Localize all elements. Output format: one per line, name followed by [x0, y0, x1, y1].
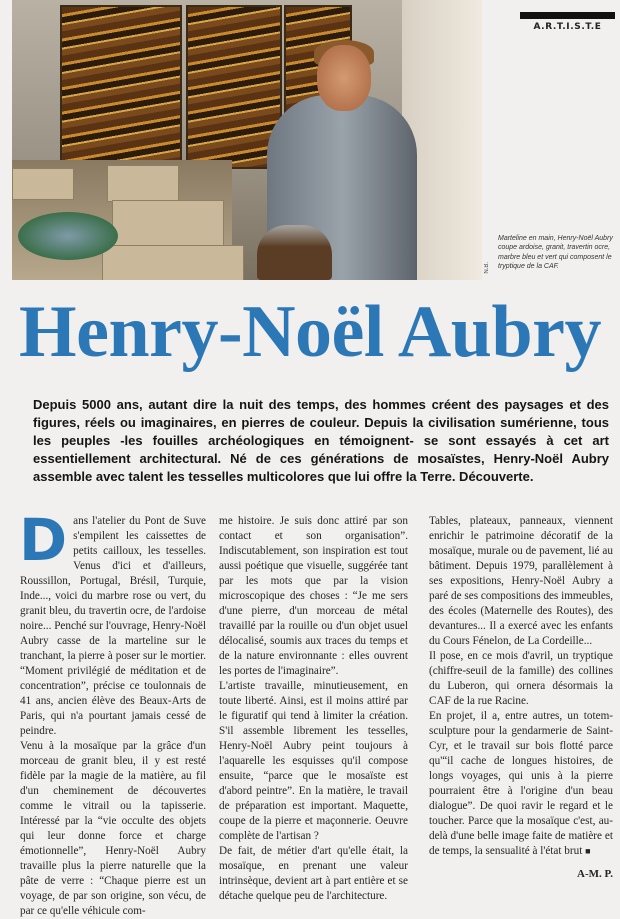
photo-credit: N.B. — [484, 262, 490, 274]
article-column-1 — [19, 506, 206, 919]
artist-photo — [12, 0, 482, 280]
author-signature: A-M. P. — [577, 868, 613, 880]
stone-tray — [18, 212, 118, 260]
drop-cap: D — [19, 506, 68, 574]
paragraph: me histoire. Je suis donc attiré par son contact et son organisation”. Indiscutablement, son inspiration est tout aussi poétique que visuelle, suggérée tant par les mots que par la vision microscopique des choses : “Je me sers d'une pierre, d'un morceau de métal travaillé par la rouille ou d'un objet usuel délocalisé, soumis aux traces du temps et de la nature environnante : elles ouvrent les portes de l'imaginaire”. — [219, 515, 408, 677]
paragraph: Il pose, en ce mois d'avril, un tryptique (chiffre-seuil de la famille) des collines du Luberon, qui ornera désormais la CAF de la rue Racine. — [429, 650, 613, 707]
stone-box — [12, 168, 74, 200]
section-rubric: A.R.T.I.S.T.E — [533, 22, 602, 32]
stone-box — [112, 200, 224, 247]
mosaic-panel — [60, 5, 182, 169]
photo-caption: Marteline en main, Henry-Noël Aubry coupe ardoise, granit, travertin ocre, marbre bleu et vert qui composent le tryptique de la CAF. — [498, 235, 613, 271]
rubric-bar — [520, 12, 615, 19]
paragraph: En projet, il a, entre autres, un totem-sculpture pour la gendarmerie de Saint-Cyr, et le travail sur bois flotté parce qu'“il cache de longues histoires, de longs voyages, qui unis à la pierre pourraient être à l'origine d'un beau dialogue”. De quoi ravir le regard et le toucher. Parce que la mosaïque c'est, au-delà d'une belle image faite de matière et de temps, la sensualité à l'état brut ■ — [429, 710, 613, 857]
article-title: Henry-Noël Aubry — [19, 291, 601, 373]
stone-box — [102, 245, 244, 280]
paragraph: L'artiste travaille, minutieusement, en toute liberté. Ainsi, est il moins attiré par le figuratif qui tend à limiter la création. S'il assemble librement les tesselles, Henry-Noël Aubry peint toujours à l'aquarelle les esquisses qu'il compose ensuite, “parce que le mosaïste est d'abord peintre”. En la matière, le travail de préparation est important. Maquette, coupe de la pierre et maçonnerie. Oeuvre complète de l'artisan ? — [219, 680, 408, 842]
article-column-3 — [429, 514, 613, 882]
work-stump — [257, 225, 332, 280]
article-intro: Depuis 5000 ans, autant dire la nuit des temps, des hommes créent des paysages et des figures, réels ou imaginaires, en pierres de couleur. Depuis la civilisation sumérienne, tous les peuples -les fouilles archéologiques en témoignent- se sont essayés à cet art essentiellement architectural. Né de ces générations de mosaïstes, Henry-Noël Aubry assemble avec talent les tesselles multicolores que lui offre la Terre. Découverte. — [33, 397, 609, 484]
stone-box — [107, 165, 179, 202]
paragraph: De fait, de métier d'art qu'elle était, la mosaïque, en prenant une valeur intrinsèque, devient art à part entière et se détache quelque peu de l'architecture. — [219, 845, 408, 902]
paragraph: Tables, plateaux, panneaux, viennent enrichir le patrimoine décoratif de la mosaïque, murale ou de pavement, lié au bâtiment. Depuis 1979, parallèlement à ses expositions, Henry-Noël Aubry a paré de ses compositions des immeubles, des écoles (Maternelle des Routes), des devantures... Il a exercé avec les enfants du Cours Fénelon, de La Cordeille... — [429, 515, 613, 647]
paragraph: Dans l'atelier du Pont de Suve s'empilent les caissettes de petits cailloux, les tesselles. Venus d'ici et d'ailleurs, Roussillon, Portugal, Brésil, Turquie, Inde..., voici du marbre rose ou vert, du granit bleu, du travertin ocre, de l'ardoise noire... Penché sur l'ouvrage, Henry-Noël Aubry casse de la marteline sur le tranchant, la pierre à poser sur le mortier. “Moment privilégié de méditation et de concentration”, précise ce toulonnais de 41 ans, ancien élève des Beaux-Arts de Paris, qui n'a pourtant jamais cessé de peindre. — [19, 506, 206, 737]
article-column-2 — [219, 514, 408, 904]
end-mark-icon: ■ — [585, 846, 591, 856]
paragraph: Venu à la mosaïque par la grâce d'un morceau de granit bleu, il y est resté fidèle par la magie de la matière, au fil d'un cheminement de découvertes comme le vitrail ou la tapisserie. Intéressé par la “vie occulte des objets qui leur donne force et charge émotionnelle”, Henry-Noël Aubry travaille plus la pierre naturelle que la pâte de verre : “Chaque pierre est un voyage, de par son origine, son vécu, de par ce qu'elle véhicule com- — [20, 740, 206, 917]
artist-head — [317, 45, 371, 111]
